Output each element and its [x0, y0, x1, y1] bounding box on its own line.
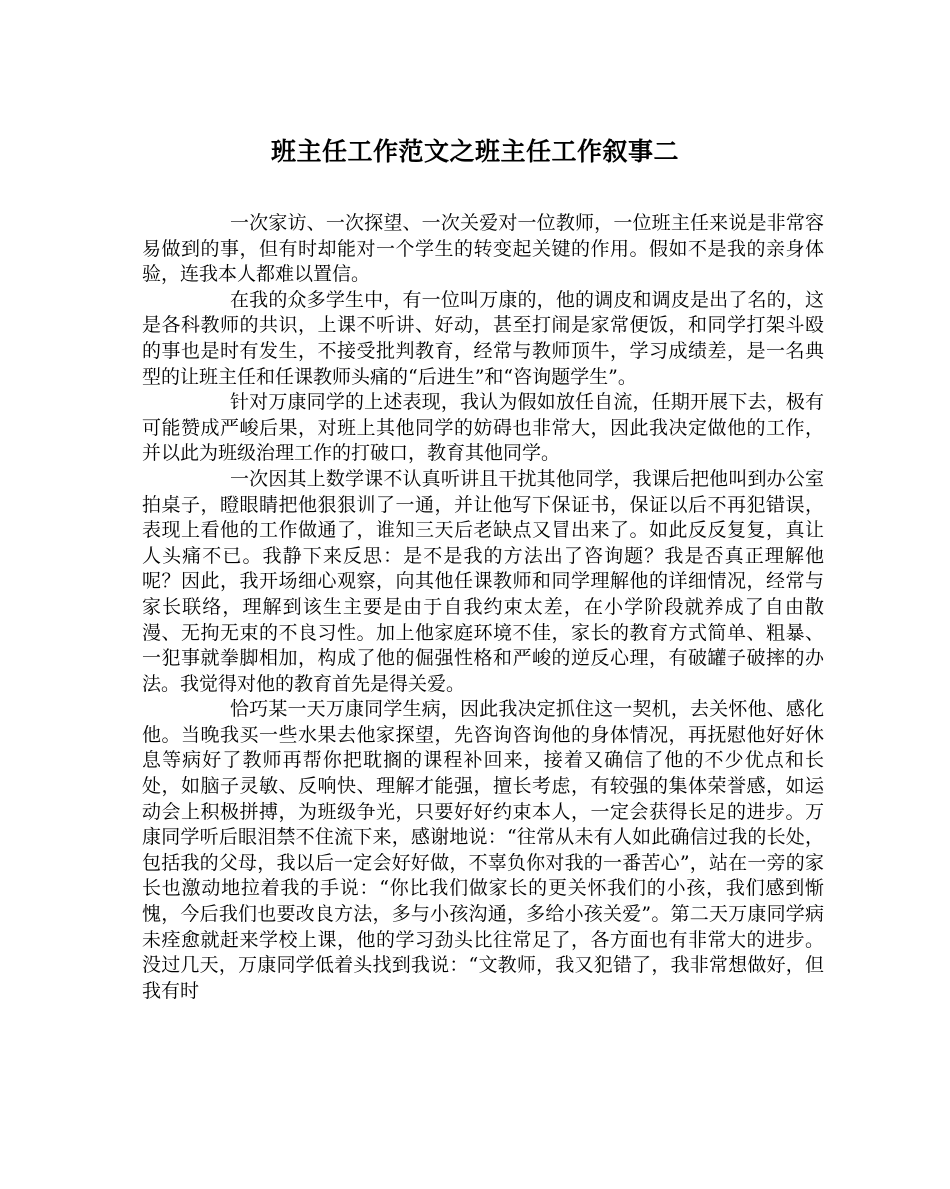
paragraph: 恰巧某一天万康同学生病，因此我决定抓住这一契机，去关怀他、感化他。当晚我买一些水果去他家探望，先咨询咨询他的身体情况，再抚慰他好好休息等病好了教师再帮你把耽搁的课程补回来，接着又确信了他的不少优点和长处，如脑子灵敏、反响快、理解才能强，擅长考虑，有较强的集体荣誉感，如运动会上积极拼搏，为班级争光，只要好好约束本人，一定会获得长足的进步。万康同学听后眼泪禁不住流下来，感谢地说：“往常从未有人如此确信过我的长处，包括我的父母，我以后一定会好好做，不辜负你对我的一番苦心”，站在一旁的家长也激动地拉着我的手说：“你比我们做家长的更关怀我们的小孩，我们感到惭愧，今后我们也要改良方法，多与小孩沟通，多给小孩关爱”。第二天万康同学病未痊愈就赶来学校上课，他的学习劲头比往常足了，各方面也有非常大的进步。没过几天，万康同学低着头找到我说：“文教师，我又犯错了，我非常想做好，但我有时 [142, 698, 824, 1002]
paragraph: 一次家访、一次探望、一次关爱对一位教师，一位班主任来说是非常容易做到的事，但有时却能对一个学生的转变起关键的作用。假如不是我的亲身体验，连我本人都难以置信。 [142, 212, 824, 286]
paragraph: 在我的众多学生中，有一位叫万康的，他的调皮和调皮是出了名的，这是各科教师的共识，上课不听讲、好动，甚至打闹是家常便饭，和同学打架斗殴的事也是时有发生，不接受批判教育，经常与教师顶牛，学习成绩差，是一名典型的让班主任和任课教师头痛的“后进生”和“咨询题学生”。 [142, 288, 824, 388]
paragraph: 一次因其上数学课不认真听讲且干扰其他同学，我课后把他叫到办公室拍桌子，瞪眼睛把他狠狠训了一通，并让他写下保证书，保证以后不再犯错误，表现上看他的工作做通了，谁知三天后老缺点又冒出来了。如此反反复复，真让人头痛不已。我静下来反思：是不是我的方法出了咨询题？我是否真正理解他呢？因此，我开场细心观察，向其他任课教师和同学理解他的详细情况，经常与家长联络，理解到该生主要是由于自我约束太差，在小学阶段就养成了自由散漫、无拘无束的不良习性。加上他家庭环境不佳，家长的教育方式简单、粗暴、一犯事就拳脚相加，构成了他的倔强性格和严峻的逆反心理，有破罐子破摔的办法。我觉得对他的教育首先是得关爱。 [142, 467, 824, 695]
document-title: 班主任工作范文之班主任工作叙事二 [270, 137, 679, 166]
document-body [142, 211, 824, 1004]
paragraph: 针对万康同学的上述表现，我认为假如放任自流，任期开展下去，极有可能赞成严峻后果，对班上其他同学的妨碍也非常大，因此我决定做他的工作，并以此为班级治理工作的打破口，教育其他同学。 [142, 391, 824, 465]
